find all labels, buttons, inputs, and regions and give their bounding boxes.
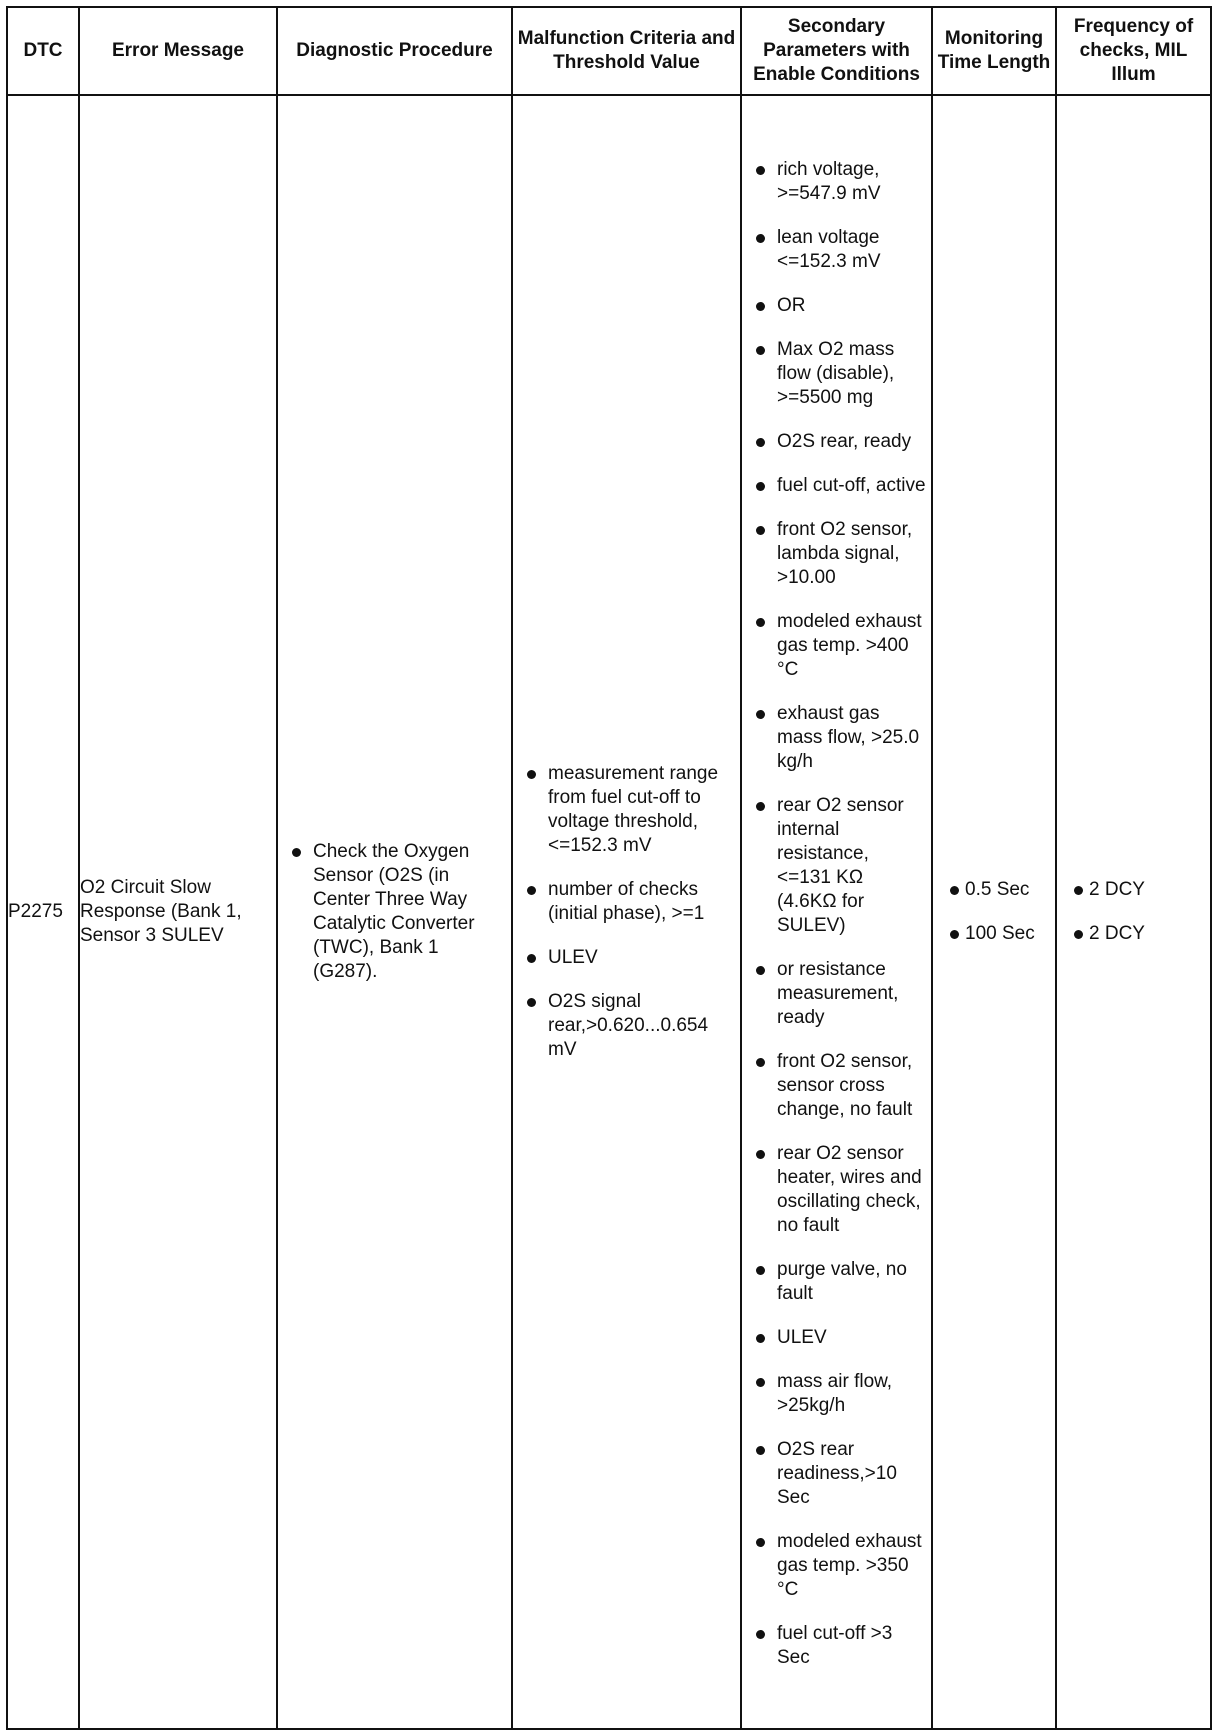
list-item: rich voltage, >=547.9 mV bbox=[742, 158, 931, 206]
monitoring-time-cell bbox=[932, 95, 1056, 1729]
list-item: O2S rear, ready bbox=[742, 430, 931, 454]
list-item: rear O2 sensor internal resistance, <=131 KΩ (4.6KΩ for SULEV) bbox=[742, 794, 931, 938]
header-malfunction-criteria: Malfunction Criteria and Threshold Value bbox=[512, 7, 741, 95]
diagnostic-procedure-list bbox=[278, 840, 511, 984]
header-monitoring-time: Monitoring Time Length bbox=[932, 7, 1056, 95]
list-item: lean voltage <=152.3 mV bbox=[742, 226, 931, 274]
diagnostic-procedure-cell bbox=[277, 95, 512, 1729]
monitoring-time-list bbox=[933, 878, 1055, 946]
list-item: number of checks (initial phase), >=1 bbox=[513, 878, 740, 926]
list-item: ULEV bbox=[513, 946, 740, 970]
list-item: purge valve, no fault bbox=[742, 1258, 931, 1306]
list-item: 2 DCY bbox=[1057, 878, 1210, 902]
list-item: 0.5 Sec bbox=[933, 878, 1055, 902]
header-dtc: DTC bbox=[7, 7, 79, 95]
list-item: front O2 sensor, lambda signal, >10.00 bbox=[742, 518, 931, 590]
list-item: measurement range from fuel cut-off to voltage threshold, <=152.3 mV bbox=[513, 762, 740, 858]
list-item: front O2 sensor, sensor cross change, no fault bbox=[742, 1050, 931, 1122]
list-item: O2S rear readiness,>10 Sec bbox=[742, 1438, 931, 1510]
list-item: mass air flow, >25kg/h bbox=[742, 1370, 931, 1418]
list-item: Check the Oxygen Sensor (O2S (in Center Three Way Catalytic Converter (TWC), Bank 1 (G287). bbox=[278, 840, 511, 984]
list-item: O2S signal rear,>0.620...0.654 mV bbox=[513, 990, 740, 1062]
list-item: Max O2 mass flow (disable), >=5500 mg bbox=[742, 338, 931, 410]
dtc-code: P2275 bbox=[7, 95, 79, 1729]
error-message: O2 Circuit Slow Response (Bank 1, Sensor 3 SULEV bbox=[79, 95, 277, 1729]
list-item: exhaust gas mass flow, >25.0 kg/h bbox=[742, 702, 931, 774]
list-item: modeled exhaust gas temp. >350 °C bbox=[742, 1530, 931, 1602]
malfunction-criteria-list bbox=[513, 762, 740, 1062]
malfunction-criteria-cell bbox=[512, 95, 741, 1729]
list-item: ULEV bbox=[742, 1326, 931, 1350]
header-secondary-parameters: Secondary Parameters with Enable Conditions bbox=[741, 7, 932, 95]
table-row bbox=[7, 95, 1211, 1729]
secondary-parameters-list bbox=[742, 154, 931, 1670]
list-item: OR bbox=[742, 294, 931, 318]
header-row bbox=[7, 7, 1211, 95]
header-diagnostic-procedure: Diagnostic Procedure bbox=[277, 7, 512, 95]
list-item: 100 Sec bbox=[933, 922, 1055, 946]
dtc-table bbox=[6, 6, 1212, 1730]
list-item: fuel cut-off >3 Sec bbox=[742, 1622, 931, 1670]
header-error-message: Error Message bbox=[79, 7, 277, 95]
list-item: or resistance measurement, ready bbox=[742, 958, 931, 1030]
list-item: rear O2 sensor heater, wires and oscillating check, no fault bbox=[742, 1142, 931, 1238]
list-item: fuel cut-off, active bbox=[742, 474, 931, 498]
list-item: modeled exhaust gas temp. >400 °C bbox=[742, 610, 931, 682]
secondary-parameters-cell bbox=[741, 95, 932, 1729]
list-item: 2 DCY bbox=[1057, 922, 1210, 946]
header-frequency: Frequency of checks, MIL Illum bbox=[1056, 7, 1211, 95]
frequency-cell bbox=[1056, 95, 1211, 1729]
frequency-list bbox=[1057, 878, 1210, 946]
